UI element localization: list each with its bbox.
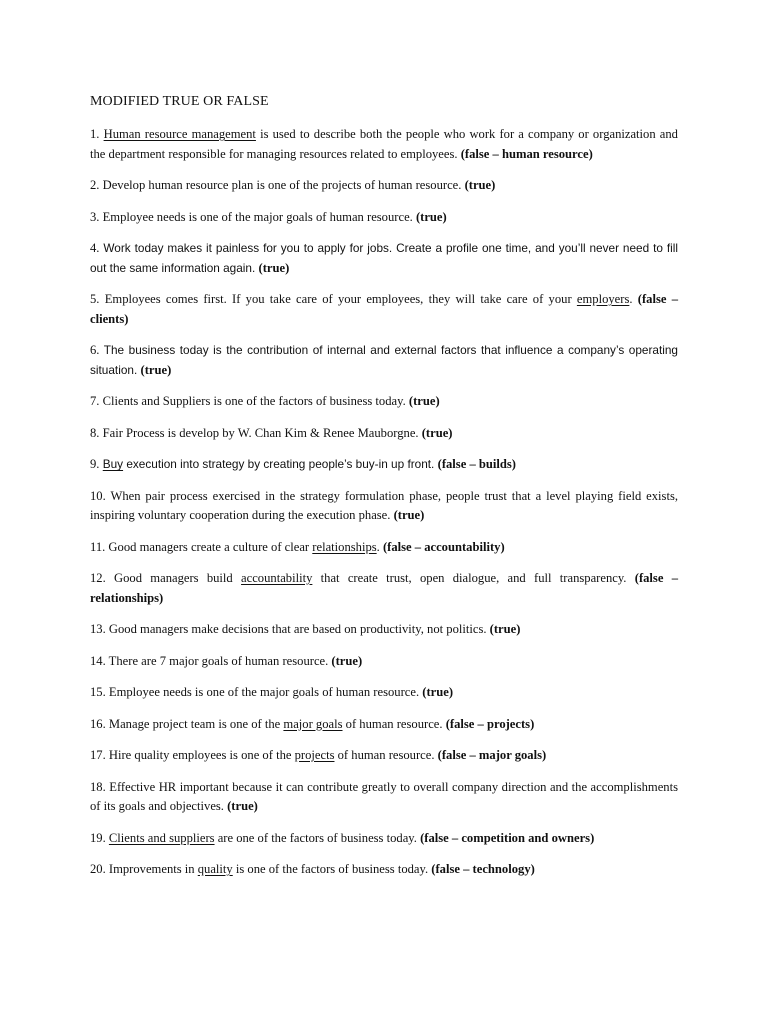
list-item — [90, 208, 678, 228]
item-number: 12. — [90, 571, 106, 585]
item-text: that create trust, open dialogue, and full transparency. — [312, 571, 635, 585]
item-number: 11. — [90, 539, 106, 554]
item-text: Employee needs is one of the major goals of human resource. — [105, 685, 423, 699]
item-number: 17. — [90, 748, 106, 762]
list-item — [90, 392, 678, 412]
item-text: . — [376, 539, 383, 554]
item-text: Hire quality employees is one of the — [105, 748, 295, 762]
item-text: Manage project team is one of the — [105, 716, 284, 731]
item-answer: (false – accountability) — [382, 539, 505, 554]
item-underlined-term: employers — [576, 292, 630, 306]
item-underlined-term: relationships — [312, 539, 377, 554]
item-text: is one of the factors of business today. — [232, 862, 432, 876]
item-number: 10. — [90, 488, 106, 503]
item-number: 6. — [90, 343, 100, 357]
question-list — [90, 125, 678, 892]
item-answer: (true) — [227, 799, 258, 813]
item-answer: (false – major goals) — [437, 748, 547, 762]
list-item — [90, 538, 678, 558]
list-item — [90, 778, 678, 817]
item-number: 5. — [90, 292, 100, 306]
item-answer: (false – competition and owners) — [420, 830, 595, 845]
item-answer: (true) — [422, 685, 454, 699]
item-text: Effective HR important because it can contribute greatly to overall company direction and the accomplishments of its goals and objectives. — [90, 779, 678, 813]
item-text: Clients and Suppliers is one of the factors of business today. — [99, 394, 409, 408]
list-item — [90, 569, 678, 608]
list-item — [90, 620, 678, 640]
item-underlined-term: projects — [294, 748, 335, 762]
item-number: 20. — [90, 862, 106, 876]
item-number: 14. — [90, 653, 106, 668]
item-answer: (false – relationships) — [90, 571, 679, 605]
item-underlined-term: quality — [197, 862, 233, 876]
item-answer: (true) — [421, 425, 453, 440]
item-text: execution into strategy by creating people’s buy-in up front. — [123, 457, 438, 471]
item-text: The business today is the contribution of internal and external factors that influence a company’s operating situation. — [90, 343, 678, 377]
item-underlined-term: Clients and suppliers — [108, 830, 215, 845]
item-number: 13. — [90, 622, 106, 636]
item-number: 18. — [90, 779, 106, 794]
list-item — [90, 239, 678, 278]
item-number: 7. — [90, 394, 100, 408]
item-text: Improvements in — [105, 862, 198, 876]
item-answer: (true) — [489, 622, 521, 636]
item-underlined-term: accountability — [241, 571, 313, 585]
list-item — [90, 860, 678, 880]
list-item — [90, 125, 678, 164]
item-number: 3. — [90, 209, 100, 224]
item-number: 2. — [90, 178, 100, 192]
item-text: of human resource. — [342, 716, 446, 731]
item-underlined-term: Human resource management — [103, 127, 256, 141]
item-answer: (false – clients) — [90, 292, 678, 326]
item-number: 19. — [90, 830, 106, 845]
item-answer: (true) — [408, 394, 440, 408]
list-item — [90, 652, 678, 672]
item-answer: (false – builds) — [437, 457, 516, 471]
item-number: 4. — [90, 241, 100, 255]
item-text: of human resource. — [334, 748, 438, 762]
item-answer: (true) — [140, 362, 172, 377]
item-answer: (false – projects) — [445, 716, 535, 731]
item-text: There are 7 major goals of human resource. — [105, 653, 332, 668]
item-text: is used to describe both the people who work for a company or organization and the department responsible for managing resources related to employees. — [90, 127, 678, 161]
list-item — [90, 683, 678, 703]
item-answer: (false – human resource) — [460, 146, 593, 161]
list-item — [90, 455, 678, 475]
item-answer: (true) — [258, 260, 290, 275]
item-text: . — [629, 292, 638, 306]
item-text: Employees comes first. If you take care of your employees, they will take care of your — [99, 292, 577, 306]
item-answer: (true) — [393, 508, 425, 522]
item-number: 8. — [90, 425, 100, 440]
item-number: 9. — [90, 457, 100, 471]
list-item — [90, 176, 678, 196]
item-text: Good managers create a culture of clear — [105, 539, 313, 554]
item-text: Fair Process is develop by W. Chan Kim & Renee Mauborgne. — [99, 425, 422, 440]
list-item — [90, 746, 678, 766]
item-answer: (true) — [415, 209, 447, 224]
item-answer: (true) — [331, 653, 363, 668]
item-number: 16. — [90, 716, 106, 731]
list-item — [90, 290, 678, 329]
item-text: Work today makes it painless for you to apply for jobs. Create a profile one time, and you’ll never need to fill out the same information again. — [90, 241, 678, 275]
item-answer: (true) — [464, 178, 496, 192]
item-text: Good managers make decisions that are based on productivity, not politics. — [105, 622, 490, 636]
list-item — [90, 341, 678, 380]
item-text: When pair process exercised in the strategy formulation phase, people trust that a level playing field exists, inspiring voluntary cooperation during the execution phase. — [90, 488, 678, 522]
item-number: 1. — [90, 127, 100, 141]
item-text: Good managers build — [105, 571, 242, 585]
list-item — [90, 487, 678, 526]
list-item — [90, 424, 678, 444]
item-answer: (false – technology) — [431, 862, 535, 876]
item-text: are one of the factors of business today. — [214, 830, 421, 845]
item-text: Employee needs is one of the major goals of human resource. — [99, 209, 416, 224]
list-item — [90, 715, 678, 735]
page-title: MODIFIED TRUE OR FALSE — [90, 94, 269, 109]
list-item — [90, 829, 678, 849]
item-number: 15. — [90, 685, 106, 699]
item-text: Develop human resource plan is one of the projects of human resource. — [99, 178, 465, 192]
item-underlined-term: Buy — [102, 457, 124, 471]
item-underlined-term: major goals — [283, 716, 343, 731]
